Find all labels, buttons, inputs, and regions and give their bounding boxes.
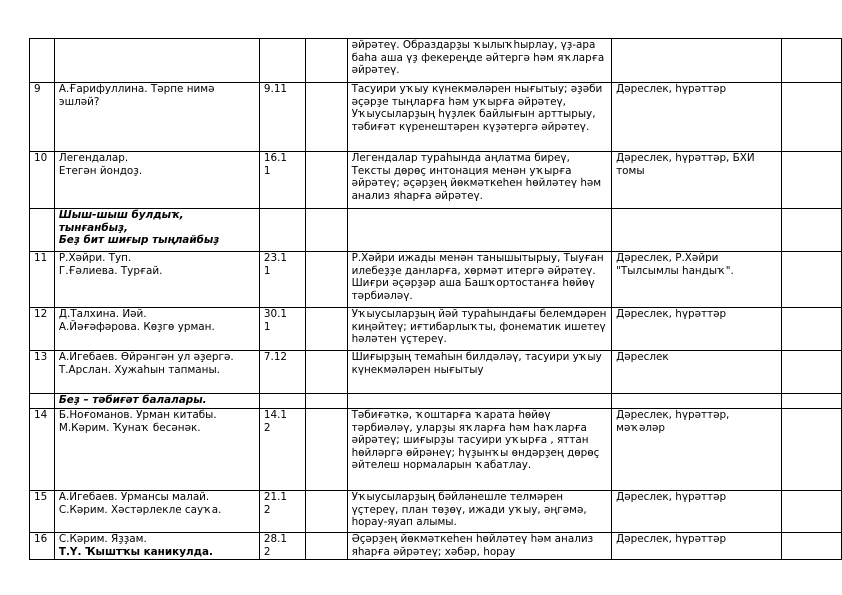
cell-goal: Уҡыусыларҙың бәйләнешле телмәрен үҫтереү, план төҙөү, ижади уҡыу, әңгәмә, һорау-яуап алымы. [347, 491, 612, 533]
cell-goal: әйрәтеү. Образдарҙы ҡылыҡһырлау, үҙ-ара баһа аша үҙ фекереңде әйтергә һәм яҡларға әйрәтеү. [347, 39, 612, 83]
section-row [30, 394, 842, 409]
cell-means: Дәреслек, һүрәттәр [612, 83, 782, 152]
cell-goal: Р.Хәйри ижады менән танышытырыу, Тыуған илебеҙҙе данларға, хөрмәт итергә әйрәтеү. Шиғри әҫәрҙәр аша Башҡортостанға һөйөү тәрбиәләү. [347, 252, 612, 308]
cell-extra [305, 533, 347, 560]
cell-topic [54, 533, 259, 560]
cell-goal [347, 394, 612, 409]
cell-extra [305, 394, 347, 409]
section-row [30, 209, 842, 252]
cell-goal: Уҡыусыларҙың йәй тураһындағы белемдәрен киңәйтеү; иғтибарлыҡты, фонематик ишетеү һәләтен үҫтереү. [347, 308, 612, 351]
lesson-plan-table [29, 38, 842, 560]
table-row [30, 351, 842, 394]
cell-note [782, 394, 842, 409]
cell-number: 15 [30, 491, 55, 533]
cell-topic: Легендалар. Етегән йондоҙ. [54, 152, 259, 209]
table-row [30, 491, 842, 533]
cell-date: 28.1 2 [259, 533, 305, 560]
cell-topic: А.Игебаев. Урмансы малай. С.Кәрим. Хәстәрлекле сауҡа. [54, 491, 259, 533]
cell-date: 9.11 [259, 83, 305, 152]
cell-extra [305, 491, 347, 533]
cell-number: 11 [30, 252, 55, 308]
cell-number [30, 209, 55, 252]
cell-means: Дәреслек, һүрәттәр [612, 533, 782, 560]
topic-text-bold: Т.Ү. Ҡыштҡы каникулда. [58, 545, 213, 558]
cell-means: Дәреслек [612, 351, 782, 394]
cell-note [782, 252, 842, 308]
cell-note [782, 39, 842, 83]
table-row [30, 83, 842, 152]
cell-extra [305, 83, 347, 152]
cell-goal [347, 209, 612, 252]
cell-note [782, 491, 842, 533]
cell-topic: Б.Ноғоманов. Урман китабы. М.Кәрим. Ҡунаҡ бесәнәк. [54, 409, 259, 491]
cell-means: Дәреслек, һүрәттәр, мәҡәләр [612, 409, 782, 491]
cell-number: 12 [30, 308, 55, 351]
table-row [30, 252, 842, 308]
cell-extra [305, 39, 347, 83]
cell-extra [305, 209, 347, 252]
cell-date: 14.1 2 [259, 409, 305, 491]
cell-topic: А.Ғарифуллина. Тәрпе нимә эшләй? [54, 83, 259, 152]
cell-note [782, 533, 842, 560]
cell-number: 13 [30, 351, 55, 394]
cell-goal: Әҫәрҙең йөкмәткеһен һөйләтеү һәм анализ яһарға әйрәтеү; хәбәр, һорау [347, 533, 612, 560]
cell-note [782, 209, 842, 252]
cell-means: Дәреслек, һүрәттәр [612, 308, 782, 351]
cell-means: Дәреслек, һүрәттәр [612, 491, 782, 533]
table-row [30, 409, 842, 491]
cell-note [782, 152, 842, 209]
cell-means [612, 39, 782, 83]
section-title: Шыш-шыш булдыҡ, тынғанбыҙ, Беҙ бит шиғыр тыңлайбыҙ [54, 209, 259, 252]
cell-note [782, 83, 842, 152]
cell-topic: А.Игебаев. Өйрәнгән ул әҙергә. Т.Арслан. Хужаһын тапманы. [54, 351, 259, 394]
cell-goal: Легендалар тураһында аңлатма биреү, Тексты дөрөҫ интонация менән уҡырға әйрәтеү; әҫәрҙең йөкмәткеһен һөйләтеү һәм анализ яһарға әйрәтеү. [347, 152, 612, 209]
cell-extra [305, 308, 347, 351]
cell-date: 30.1 1 [259, 308, 305, 351]
section-title: Беҙ – тәбиғәт балалары. [54, 394, 259, 409]
cell-number [30, 394, 55, 409]
cell-note [782, 409, 842, 491]
cell-extra [305, 252, 347, 308]
table-row [30, 308, 842, 351]
cell-number: 14 [30, 409, 55, 491]
cell-number: 10 [30, 152, 55, 209]
cell-topic [54, 39, 259, 83]
table-row [30, 39, 842, 83]
cell-extra [305, 351, 347, 394]
cell-date: 16.1 1 [259, 152, 305, 209]
cell-extra [305, 152, 347, 209]
cell-means: Дәреслек, Р.Хәйри "Тылсымлы һандыҡ". [612, 252, 782, 308]
cell-goal: Тасуири уҡыу күнекмәләрен нығытыу; әҙәби әҫәрҙе тыңларға һәм уҡырға әйрәтеү, Уҡыусыларҙың һүҙлек байлығын арттырыу, тәбиғәт күренештәрен күҙәтергә әйрәтеү. [347, 83, 612, 152]
cell-extra [305, 409, 347, 491]
topic-text: С.Кәрим. Яҙҙам. [58, 533, 147, 545]
cell-number [30, 39, 55, 83]
cell-goal: Шиғырҙың темаһын билдәләү, тасуири уҡыу күнекмәләрен нығытыу [347, 351, 612, 394]
cell-date: 23.1 1 [259, 252, 305, 308]
cell-number: 9 [30, 83, 55, 152]
cell-topic: Р.Хәйри. Туп. Г.Ғәлиева. Турғай. [54, 252, 259, 308]
cell-note [782, 308, 842, 351]
cell-number: 16 [30, 533, 55, 560]
cell-means [612, 394, 782, 409]
cell-goal: Тәбиғәткә, ҡоштарға ҡарата һөйөү тәрбиәләү, уларҙы яҡларға һәм һаҡларға әйрәтеү; шиғырҙы тасуири уҡырға , яттан һөйләргә өйрәнеү; һүҙынҡы өндәрҙең дөрөҫ әйтелеш нормаларын ҡабатлау. [347, 409, 612, 491]
cell-means: Дәреслек, һүрәттәр, БХИ томы [612, 152, 782, 209]
table-row [30, 533, 842, 560]
cell-means [612, 209, 782, 252]
cell-date [259, 394, 305, 409]
cell-note [782, 351, 842, 394]
cell-date: 7.12 [259, 351, 305, 394]
cell-date: 21.1 2 [259, 491, 305, 533]
cell-topic: Д.Талхина. Иәй. А.Йәғәфәрова. Көҙгө урман. [54, 308, 259, 351]
table-row [30, 152, 842, 209]
cell-date [259, 209, 305, 252]
cell-date [259, 39, 305, 83]
